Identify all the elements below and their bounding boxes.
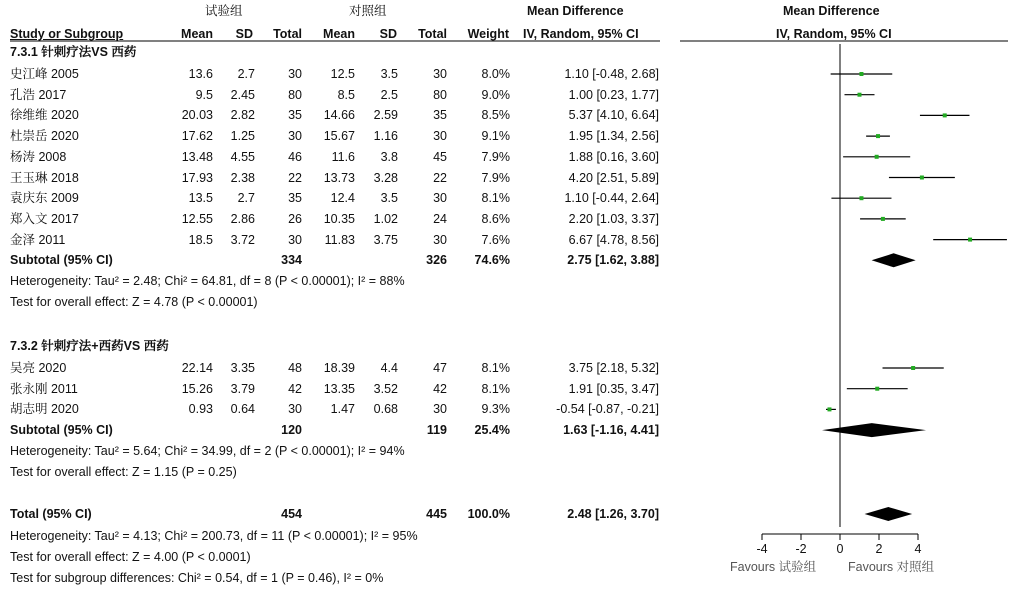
study-point [943,113,947,117]
study-point [876,134,880,138]
study-mean-e: 9.5 [195,87,213,102]
subtotal-label: Subtotal (95% CI) [10,253,113,268]
study-sd-e: 4.55 [230,149,255,164]
study-ci: 1.10 [-0.44, 2.64] [564,191,659,206]
total-n-exp: 454 [281,507,302,521]
study-sd-c: 0.68 [373,402,398,417]
study-ci: 1.88 [0.16, 3.60] [568,149,659,164]
study-n-e: 30 [288,402,302,417]
study-n-c: 45 [433,149,447,164]
study-mean-e: 22.14 [181,361,213,375]
study-sd-c: 4.4 [380,361,398,375]
study-sd-e: 2.82 [230,108,255,123]
study-point [920,176,924,180]
study-mean-c: 12.4 [330,191,355,206]
ctrl-mean-header: Mean [323,27,355,41]
study-weight: 8.6% [481,211,510,226]
study-name: 徐维维 2020 [10,108,79,123]
study-n-c: 42 [433,381,447,396]
study-name: 杜崇岳 2020 [10,129,79,144]
study-mean-c: 11.83 [324,232,355,247]
study-ci: 6.67 [4.78, 8.56] [568,232,659,247]
study-sd-c: 3.75 [373,232,398,247]
heterogeneity-text: Heterogeneity: Tau² = 2.48; Chi² = 64.81, df = 8 (P < 0.00001); I² = 88% [10,274,405,288]
total-weight: 100.0% [467,507,510,521]
subtotal-label: Subtotal (95% CI) [10,423,113,438]
study-n-e: 35 [288,191,302,206]
study-name: 张永刚 2011 [10,381,78,396]
plot-header: Mean Difference [783,4,880,18]
subtotal-weight: 25.4% [474,423,510,438]
study-mean-c: 18.39 [323,361,355,375]
study-weight: 7.6% [481,232,510,247]
x-tick-label: -2 [795,542,807,556]
study-mean-e: 12.55 [181,211,213,226]
study-point [859,72,863,76]
study-ci: 1.95 [1.34, 2.56] [568,129,659,144]
subtotal-n-exp: 120 [281,423,302,438]
study-mean-e: 20.03 [181,108,213,123]
study-name: 吴亮 2020 [10,361,67,375]
study-n-e: 30 [288,232,302,247]
weight-header: Weight [467,27,509,41]
study-sd-e: 2.45 [230,87,255,102]
study-n-e: 22 [288,170,302,185]
study-sd-c: 3.28 [373,170,398,185]
overall-effect-text: Test for overall effect: Z = 1.15 (P = 0.25) [10,464,237,479]
study-weight: 9.3% [481,402,510,417]
pooled-diamond [872,253,916,267]
study-n-e: 48 [288,361,302,375]
x-tick-label: -4 [756,542,768,556]
study-mean-e: 13.5 [188,191,213,206]
subgroup-title: 7.3.1 针刺疗法VS 西药 [10,45,137,59]
favours-left-label: Favours 试验组 [730,560,817,574]
subgroup-title: 7.3.2 针刺疗法+西药VS 西药 [10,339,169,353]
study-ci: -0.54 [-0.87, -0.21] [556,402,659,417]
study-ci: 4.20 [2.51, 5.89] [568,170,659,185]
study-n-e: 35 [288,108,302,123]
study-mean-c: 14.66 [323,108,355,123]
study-n-e: 30 [288,129,302,144]
study-mean-e: 17.62 [181,129,213,144]
study-weight: 9.1% [481,129,510,144]
subtotal-n-ctrl: 326 [426,253,447,268]
study-n-c: 47 [433,361,447,375]
study-sd-e: 2.7 [237,67,255,81]
study-ci: 2.20 [1.03, 3.37] [568,211,659,226]
study-point [858,93,862,97]
study-column-header: Study or Subgroup [10,27,124,41]
favours-right-label: Favours 对照组 [848,560,935,574]
study-n-e: 46 [288,149,302,164]
study-n-e: 80 [288,87,302,102]
study-n-c: 30 [433,402,447,417]
study-mean-e: 0.93 [188,402,213,417]
subtotal-ci: 2.75 [1.62, 3.88] [567,253,659,268]
study-sd-c: 2.59 [373,108,398,123]
study-sd-e: 3.72 [230,232,255,247]
study-ci: 1.91 [0.35, 3.47] [568,381,659,396]
exp-mean-header: Mean [181,27,213,41]
ctrl-sd-header: SD [379,27,397,41]
study-point [859,196,863,200]
study-point [875,387,879,391]
study-sd-c: 3.5 [380,191,398,206]
study-sd-e: 2.7 [237,191,255,206]
study-mean-e: 17.93 [181,170,213,185]
study-mean-c: 12.5 [330,67,355,81]
study-mean-e: 13.6 [188,67,213,81]
study-mean-c: 13.73 [323,170,355,185]
study-sd-c: 3.52 [373,381,398,396]
study-n-e: 30 [288,67,302,81]
study-mean-e: 18.5 [188,232,213,247]
total-n-ctrl: 445 [426,507,447,521]
total-label: Total (95% CI) [10,507,92,521]
study-weight: 7.9% [481,170,510,185]
study-n-e: 42 [288,381,302,396]
total-overall-effect: Test for overall effect: Z = 4.00 (P < 0.0001) [10,550,251,564]
study-n-c: 80 [433,87,447,102]
study-name: 史江峰 2005 [10,67,79,81]
plot-method: IV, Random, 95% CI [776,27,892,41]
total-heterogeneity: Heterogeneity: Tau² = 4.13; Chi² = 200.73, df = 11 (P < 0.00001); I² = 95% [10,529,418,543]
study-weight: 9.0% [481,87,510,102]
subtotal-n-ctrl: 119 [426,423,447,438]
study-name: 孔浩 2017 [10,87,67,102]
study-name: 胡志明 2020 [10,402,79,417]
study-sd-e: 0.64 [230,402,255,417]
ctrl-total-header: Total [418,27,447,41]
total-ci: 2.48 [1.26, 3.70] [567,507,659,521]
study-weight: 8.5% [481,108,510,123]
study-name: 袁庆东 2009 [10,191,79,206]
study-ci: 5.37 [4.10, 6.64] [568,108,659,123]
study-name: 郑入文 2017 [10,211,79,226]
study-sd-c: 2.5 [380,87,398,102]
heterogeneity-text: Heterogeneity: Tau² = 5.64; Chi² = 34.99, df = 2 (P < 0.00001); I² = 94% [10,443,405,458]
subtotal-weight: 74.6% [474,253,510,268]
exp-total-header: Total [273,27,302,41]
study-weight: 8.0% [481,67,510,81]
study-point [968,238,972,242]
study-weight: 8.1% [481,381,510,396]
study-name: 金泽 2011 [10,232,66,247]
study-n-c: 30 [433,232,447,247]
study-point [911,366,915,370]
subgroup-differences: Test for subgroup differences: Chi² = 0.54, df = 1 (P = 0.46), I² = 0% [10,571,384,585]
study-n-c: 35 [433,108,447,123]
subtotal-n-exp: 334 [281,253,302,268]
study-mean-c: 11.6 [331,149,355,164]
study-sd-e: 3.79 [230,381,255,396]
study-name: 杨涛 2008 [10,149,67,164]
study-mean-c: 15.67 [323,129,355,144]
study-sd-e: 1.25 [230,129,255,144]
study-mean-c: 8.5 [337,87,355,102]
mean-difference-header: Mean Difference [527,4,624,18]
study-sd-c: 1.16 [373,129,398,144]
study-n-c: 22 [433,170,447,185]
subtotal-ci: 1.63 [-1.16, 4.41] [563,423,659,438]
study-sd-e: 2.86 [230,211,255,226]
x-tick-label: 4 [914,542,922,556]
exp-sd-header: SD [235,27,253,41]
pooled-diamond [865,507,913,521]
study-sd-e: 2.38 [230,170,255,185]
study-weight: 8.1% [481,191,510,206]
study-point [875,155,879,159]
study-sd-c: 3.8 [380,149,398,164]
study-mean-e: 13.48 [181,149,213,164]
study-weight: 8.1% [481,361,510,375]
study-mean-c: 1.47 [330,402,355,417]
overall-effect-text: Test for overall effect: Z = 4.78 (P < 0.00001) [10,294,258,309]
study-ci: 1.10 [-0.48, 2.68] [564,67,659,81]
study-point [881,217,885,221]
study-sd-c: 1.02 [373,211,398,226]
experimental-group-header: 试验组 [205,4,243,18]
study-name: 王玉琳 2018 [10,170,79,185]
study-weight: 7.9% [481,149,510,164]
study-mean-e: 15.26 [181,381,213,396]
control-group-header: 对照组 [349,4,387,18]
study-sd-e: 3.35 [230,361,255,375]
study-point [827,407,831,411]
study-ci: 1.00 [0.23, 1.77] [568,87,659,102]
study-n-c: 30 [433,67,447,81]
study-n-e: 26 [288,211,302,226]
pooled-diamond [822,423,926,437]
x-tick-label: 2 [875,542,883,556]
study-sd-c: 3.5 [380,67,398,81]
study-n-c: 30 [433,129,447,144]
x-tick-label: 0 [836,542,844,556]
study-ci: 3.75 [2.18, 5.32] [568,361,659,375]
study-n-c: 24 [433,211,447,226]
study-n-c: 30 [433,191,447,206]
study-mean-c: 10.35 [323,211,355,226]
mean-difference-method: IV, Random, 95% CI [523,27,639,41]
study-mean-c: 13.35 [323,381,355,396]
